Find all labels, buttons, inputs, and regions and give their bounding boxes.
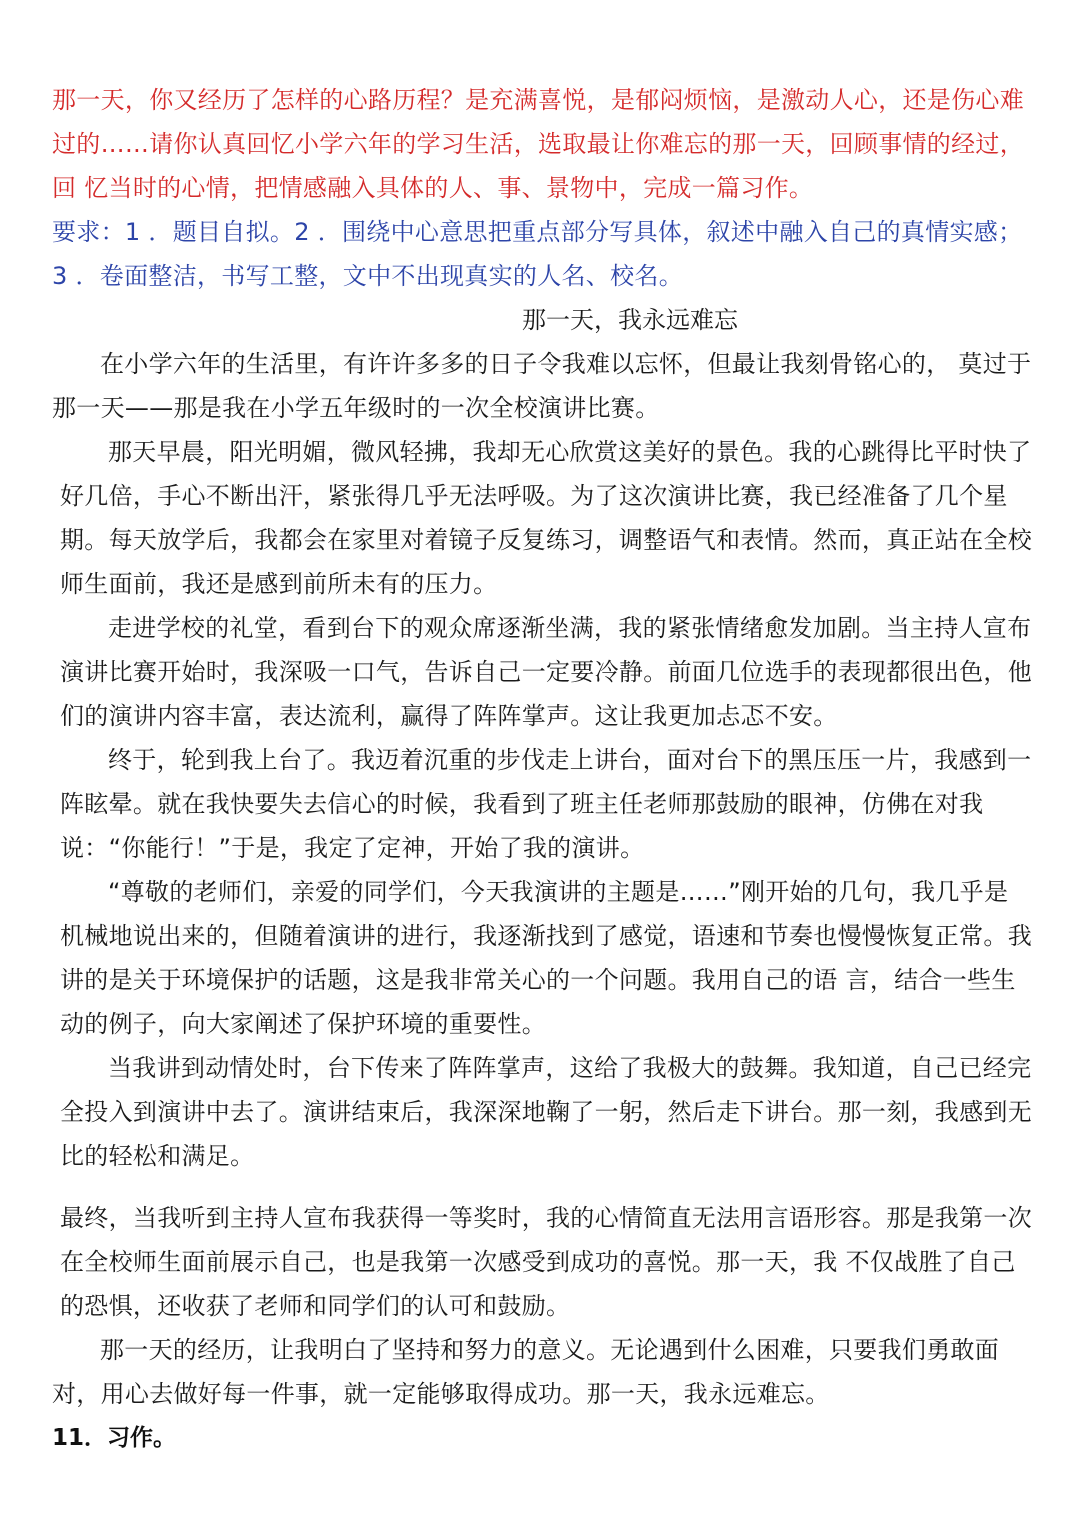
essay-paragraph: 走进学校的礼堂，看到台下的观众席逐渐坐满，我的紧张情绪愈发加剧。当主持人宣布演讲比赛开始时，我深吸一口气，告诉自己一定要冷静。前面几位选手的表现都很出色，他们的演讲内容丰富，表达流利，赢得了阵阵掌声。这让我更加忐忑不安。 <box>60 614 1032 730</box>
writing-prompt: 那一天，你又经历了怎样的心路历程？是充满喜悦，是郁闷烦恼，是激动人心，还是伤心难过的……请你认真回忆小学六年的学习生活，选取最让你难忘的那一天，回顾事情的经过，回 忆当时的心情，把情感融入具体的人、事、景物中，完成一篇习作。 <box>52 86 1024 202</box>
essay-title: 那一天，我永远难忘 <box>522 306 738 334</box>
essay-paragraph: 那天早晨，阳光明媚，微风轻拂，我却无心欣赏这美好的景色。我的心跳得比平时快了好几倍，手心不断出汗，紧张得几乎无法呼吸。为了这次演讲比赛，我已经准备了几个星期。每天放学后，我都会在家里对着镜子反复练习，调整语气和表情。然而，真正站在全校师生面前，我还是感到前所未有的压力。 <box>60 438 1032 598</box>
essay-paragraph: 终于，轮到我上台了。我迈着沉重的步伐走上讲台，面对台下的黑压压一片，我感到一阵眩晕。就在我快要失去信心的时候，我看到了班主任老师那鼓励的眼神，仿佛在对我说：“你能行！”于是，我定了定神，开始了我的演讲。 <box>60 746 1032 862</box>
writing-requirements: 要求：1 ．题目自拟。2 ．围绕中心意思把重点部分写具体，叙述中融入自己的真情实感；3 ．卷面整洁，书写工整，文中不出现真实的人名、校名。 <box>52 218 1023 290</box>
essay-paragraph: 当我讲到动情处时，台下传来了阵阵掌声，这给了我极大的鼓舞。我知道，自己已经完全投入到演讲中去了。演讲结束后，我深深地鞠了一躬，然后走下讲台。那一刻，我感到无比的轻松和满足。 <box>60 1054 1032 1170</box>
essay-paragraph: 那一天的经历，让我明白了坚持和努力的意义。无论遇到什么困难，只要我们勇敢面对，用心去做好每一件事，就一定能够取得成功。那一天，我永远难忘。 <box>52 1336 1000 1408</box>
next-section-label: 11．习作。 <box>52 1425 177 1451</box>
essay-paragraph: 在小学六年的生活里，有许许多多的日子令我难以忘怀，但最让我刻骨铭心的， 莫过于那一天——那是我在小学五年级时的一次全校演讲比赛。 <box>52 350 1032 422</box>
paragraph-gap <box>52 1178 1032 1196</box>
essay-paragraph: “尊敬的老师们，亲爱的同学们，今天我演讲的主题是……”刚开始的几句，我几乎是机械地说出来的，但随着演讲的进行，我逐渐找到了感觉，语速和节奏也慢慢恢复正常。我讲的是关于环境保护的话题，这是我非常关心的一个问题。我用自己的语 言，结合一些生动的例子，向大家阐述了保护环境的重要性。 <box>60 878 1032 1038</box>
essay-paragraph: 最终，当我听到主持人宣布我获得一等奖时，我的心情简直无法用言语形容。那是我第一次在全校师生面前展示自己，也是我第一次感受到成功的喜悦。那一天，我 不仅战胜了自己的恐惧，还收获了老师和同学们的认可和鼓励。 <box>60 1204 1032 1320</box>
